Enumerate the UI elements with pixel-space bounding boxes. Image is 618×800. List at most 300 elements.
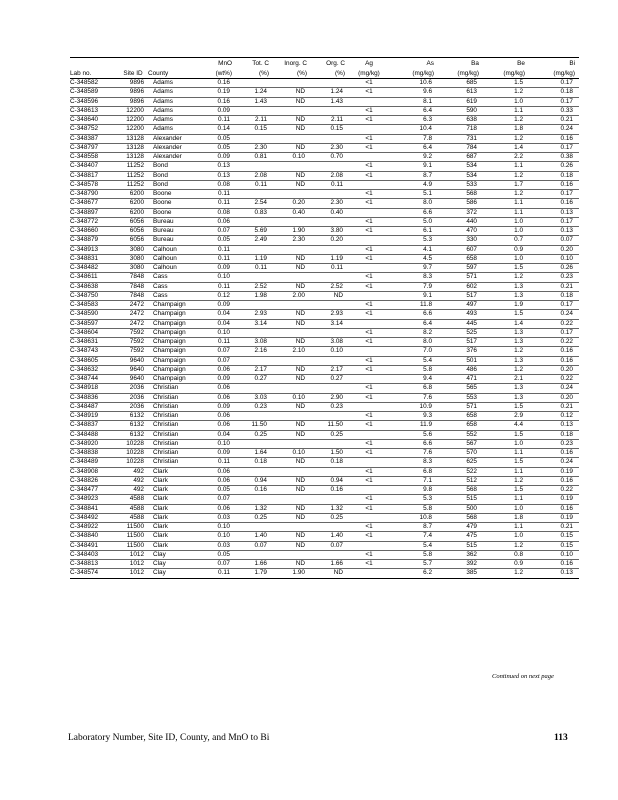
cell-ag: <1: [365, 328, 373, 336]
cell-mno: 0.13: [217, 162, 230, 170]
cell-ag: <1: [365, 393, 373, 401]
cell-bi: 0.19: [560, 513, 573, 521]
cell-as: 5.1: [423, 190, 432, 198]
cell-ba: 658: [466, 254, 477, 262]
cell-ba: 522: [466, 467, 477, 475]
cell-county: Adams: [153, 79, 173, 87]
cell-lab-no: C-348920: [70, 439, 99, 447]
data-table-container: [70, 57, 579, 579]
cell-ba: 497: [466, 301, 477, 309]
cell-county: Bond: [153, 162, 168, 170]
table-row: [70, 532, 579, 541]
cell-mno: 0.14: [217, 125, 230, 133]
cell-ba: 512: [466, 476, 477, 484]
cell-mno: 0.08: [217, 208, 230, 216]
cell-ag: <1: [365, 79, 373, 87]
cell-tot-c: 2.11: [255, 116, 267, 124]
cell-mno: 0.10: [217, 523, 230, 531]
cell-tot-c: [236, 467, 273, 476]
cell-county: Adams: [153, 88, 173, 96]
cell-inorg-c: [273, 412, 311, 421]
cell-org-c: 0.18: [330, 458, 343, 466]
cell-lab-no: C-348477: [70, 486, 99, 494]
cell-bi: 0.16: [560, 356, 573, 364]
cell-mno: 0.06: [217, 365, 230, 373]
table-row: [70, 449, 579, 458]
cell-site-id: 4588: [129, 504, 144, 512]
cell-as: 5.8: [423, 365, 432, 373]
cell-bi: 0.17: [560, 97, 573, 105]
cell-mno: 0.10: [217, 439, 230, 447]
cell-be: 2.1: [514, 375, 523, 383]
cell-org-c: [311, 328, 349, 337]
cell-ba: 515: [466, 495, 477, 503]
cell-ag: <1: [365, 439, 373, 447]
cell-site-id: 12200: [126, 106, 144, 114]
cell-mno: 0.05: [217, 486, 230, 494]
cell-inorg-c: [273, 134, 311, 143]
cell-site-id: 11500: [126, 541, 144, 549]
cell-ag: [349, 347, 389, 356]
cell-site-id: 7848: [129, 291, 144, 299]
cell-site-id: 492: [133, 476, 144, 484]
cell-be: 0.9: [514, 245, 523, 253]
cell-be: 1.0: [514, 504, 523, 512]
cell-lab-no: C-348913: [70, 245, 99, 253]
cell-org-c: 0.40: [330, 208, 343, 216]
cell-be: 1.3: [514, 282, 523, 290]
cell-mno: 0.05: [217, 134, 230, 142]
table-row: [70, 199, 579, 208]
cell-lab-no: C-348613: [70, 106, 99, 114]
cell-mno: 0.06: [217, 476, 230, 484]
cell-ag: [349, 236, 389, 245]
cell-site-id: 7592: [129, 328, 144, 336]
column-header-ag: Ag: [349, 58, 389, 69]
cell-org-c: 0.70: [330, 153, 343, 161]
cell-mno: 0.11: [218, 199, 230, 207]
table-row: [70, 523, 579, 532]
cell-tot-c: 2.16: [254, 347, 267, 355]
cell-inorg-c: [273, 106, 311, 115]
cell-inorg-c: [273, 523, 311, 532]
cell-as: 5.0: [423, 217, 432, 225]
cell-inorg-c: ND: [295, 254, 305, 262]
cell-county: Cass: [153, 291, 168, 299]
cell-be: 1.2: [514, 88, 523, 96]
cell-mno: 0.09: [217, 375, 230, 383]
cell-ba: 586: [466, 199, 477, 207]
cell-mno: 0.06: [217, 393, 230, 401]
cell-mno: 0.07: [217, 227, 230, 235]
table-row: [70, 347, 579, 356]
cell-mno: 0.11: [218, 282, 230, 290]
cell-inorg-c: [273, 467, 311, 476]
cell-inorg-c: 2.00: [292, 291, 305, 299]
table-row: [70, 180, 579, 189]
cell-tot-c: 0.16: [254, 486, 267, 494]
cell-tot-c: [236, 523, 273, 532]
cell-as: 4.9: [423, 180, 432, 188]
cell-as: 8.0: [423, 338, 432, 346]
column-header-as: As: [389, 58, 438, 69]
cell-ba: 784: [466, 143, 477, 151]
cell-ba: 687: [466, 153, 477, 161]
cell-site-id: 2472: [129, 319, 144, 327]
cell-site-id: 7592: [129, 338, 144, 346]
cell-ag: <1: [365, 384, 373, 392]
cell-county: Christian: [153, 384, 179, 392]
cell-bi: 0.18: [560, 88, 573, 96]
cell-org-c: [311, 134, 349, 143]
cell-county: Clark: [153, 541, 168, 549]
cell-inorg-c: [273, 439, 311, 448]
cell-ag: [349, 153, 389, 162]
cell-ba: 385: [466, 569, 477, 577]
cell-site-id: 492: [133, 467, 144, 475]
cell-ba: 517: [466, 291, 477, 299]
cell-inorg-c: 0.10: [292, 393, 305, 401]
cell-lab-no: C-348772: [70, 217, 99, 225]
cell-county: Calhoun: [153, 245, 177, 253]
cell-tot-c: 1.19: [254, 254, 267, 262]
cell-ba: 613: [466, 88, 477, 96]
cell-ba: 685: [466, 79, 477, 87]
cell-tot-c: 0.81: [254, 153, 267, 161]
table-row: [70, 495, 579, 504]
cell-inorg-c: ND: [295, 458, 305, 466]
cell-inorg-c: ND: [295, 375, 305, 383]
cell-ag: [349, 208, 389, 217]
cell-bi: 0.23: [560, 439, 573, 447]
cell-ag: [349, 180, 389, 189]
cell-ag: <1: [365, 254, 373, 262]
cell-tot-c: 2.52: [254, 282, 267, 290]
cell-county: Christian: [153, 393, 179, 401]
cell-tot-c: [236, 217, 273, 226]
cell-tot-c: 1.98: [254, 291, 267, 299]
cell-be: 1.4: [514, 143, 523, 151]
table-row: [70, 153, 579, 162]
cell-be: 1.2: [514, 273, 523, 281]
cell-bi: 0.13: [560, 569, 573, 577]
cell-ba: 471: [466, 375, 477, 383]
cell-mno: 0.06: [217, 384, 230, 392]
cell-as: 10.6: [419, 79, 432, 87]
cell-ba: 330: [466, 236, 477, 244]
cell-org-c: 1.40: [330, 532, 343, 540]
cell-tot-c: 3.08: [254, 338, 267, 346]
table-row: [70, 569, 579, 578]
cell-mno: 0.05: [217, 143, 230, 151]
cell-lab-no: C-348743: [70, 347, 99, 355]
cell-county: Champaign: [153, 328, 186, 336]
cell-as: 6.1: [423, 227, 432, 235]
column-header-be: Be: [483, 58, 529, 69]
cell-org-c: 1.66: [330, 560, 343, 568]
cell-be: 1.5: [514, 458, 523, 466]
cell-ba: 376: [466, 347, 477, 355]
cell-mno: 0.07: [217, 560, 230, 568]
cell-be: 1.2: [514, 190, 523, 198]
cell-be: 1.3: [514, 291, 523, 299]
cell-be: 2.2: [514, 153, 523, 161]
cell-inorg-c: 0.40: [292, 208, 305, 216]
cell-inorg-c: ND: [295, 504, 305, 512]
column-header-ba: Ba: [438, 58, 483, 69]
cell-ba: 552: [466, 430, 477, 438]
cell-county: Bureau: [153, 227, 174, 235]
cell-county: Clark: [153, 476, 168, 484]
cell-site-id: 6056: [129, 217, 144, 225]
cell-mno: 0.06: [217, 504, 230, 512]
cell-bi: 0.38: [560, 153, 573, 161]
cell-lab-no: C-348387: [70, 134, 99, 142]
cell-tot-c: [236, 412, 273, 421]
cell-lab-no: C-348589: [70, 88, 99, 96]
cell-be: 1.2: [514, 347, 523, 355]
cell-tot-c: [236, 245, 273, 254]
table-row: [70, 217, 579, 226]
table-row: [70, 171, 579, 180]
cell-inorg-c: ND: [295, 541, 305, 549]
cell-inorg-c: [273, 273, 311, 282]
cell-ag: <1: [365, 171, 373, 179]
cell-be: 1.1: [514, 199, 523, 207]
cell-bi: 0.16: [560, 449, 573, 457]
cell-bi: 0.17: [560, 190, 573, 198]
cell-mno: 0.11: [218, 190, 230, 198]
cell-county: Cass: [153, 273, 168, 281]
cell-bi: 0.19: [560, 467, 573, 475]
cell-county: Boone: [153, 208, 172, 216]
cell-lab-no: C-348813: [70, 560, 99, 568]
cell-org-c: 0.94: [330, 476, 343, 484]
cell-ba: 525: [466, 328, 477, 336]
cell-as: 7.0: [423, 347, 432, 355]
cell-lab-no: C-348605: [70, 356, 99, 364]
cell-be: 1.1: [514, 208, 523, 216]
cell-as: 7.6: [423, 449, 432, 457]
cell-ba: 392: [466, 560, 477, 568]
cell-as: 6.2: [423, 569, 432, 577]
cell-county: Clark: [153, 467, 168, 475]
cell-be: 1.5: [514, 79, 523, 87]
cell-as: 10.9: [419, 402, 432, 410]
cell-site-id: 492: [133, 486, 144, 494]
cell-bi: 0.15: [560, 541, 573, 549]
cell-mno: 0.07: [217, 347, 230, 355]
cell-as: 5.8: [423, 550, 432, 558]
column-header-site-id: Site ID: [118, 68, 148, 79]
cell-tot-c: 0.23: [254, 402, 267, 410]
cell-county: Adams: [153, 106, 173, 114]
cell-be: 0.8: [514, 550, 523, 558]
table-row: [70, 88, 579, 97]
column-header-lab-no: [70, 58, 118, 69]
cell-inorg-c: 1.90: [292, 569, 305, 577]
cell-ba: 568: [466, 513, 477, 521]
cell-ag: [349, 319, 389, 328]
cell-inorg-c: 1.90: [292, 227, 305, 235]
cell-inorg-c: [273, 162, 311, 171]
cell-tot-c: 1.66: [254, 560, 267, 568]
cell-site-id: 12200: [126, 116, 144, 124]
cell-lab-no: C-348797: [70, 143, 99, 151]
cell-lab-no: C-348677: [70, 199, 99, 207]
cell-as: 5.7: [423, 560, 432, 568]
cell-site-id: 6132: [129, 421, 144, 429]
cell-county: Champaign: [153, 347, 186, 355]
cell-site-id: 9896: [129, 97, 144, 105]
cell-mno: 0.12: [217, 291, 230, 299]
cell-inorg-c: ND: [295, 430, 305, 438]
cell-org-c: 0.10: [330, 347, 343, 355]
cell-ba: 553: [466, 393, 477, 401]
cell-mno: 0.13: [217, 171, 230, 179]
cell-inorg-c: [273, 495, 311, 504]
table-row: [70, 319, 579, 328]
cell-inorg-c: ND: [295, 421, 305, 429]
cell-be: 1.2: [514, 365, 523, 373]
cell-tot-c: 2.93: [254, 310, 267, 318]
cell-inorg-c: ND: [295, 319, 305, 327]
cell-org-c: [311, 356, 349, 365]
cell-inorg-c: [273, 328, 311, 337]
cell-lab-no: C-348596: [70, 97, 99, 105]
table-row: [70, 208, 579, 217]
cell-ag: [349, 402, 389, 411]
cell-inorg-c: ND: [295, 560, 305, 568]
cell-inorg-c: [273, 79, 311, 88]
cell-site-id: 1012: [129, 569, 144, 577]
cell-be: 1.2: [514, 171, 523, 179]
cell-county: Bond: [153, 171, 168, 179]
table-row: [70, 236, 579, 245]
cell-lab-no: C-348489: [70, 458, 99, 466]
cell-tot-c: 2.30: [254, 143, 267, 151]
cell-lab-no: C-348744: [70, 375, 99, 383]
cell-site-id: 9896: [129, 79, 144, 87]
cell-ba: 607: [466, 245, 477, 253]
cell-mno: 0.04: [217, 430, 230, 438]
cell-ag: [349, 486, 389, 495]
table-row: [70, 273, 579, 282]
cell-be: 4.4: [514, 421, 523, 429]
cell-org-c: ND: [333, 569, 343, 577]
cell-county: Christian: [153, 430, 179, 438]
cell-org-c: 0.15: [330, 125, 343, 133]
cell-bi: 0.22: [560, 486, 573, 494]
cell-county: Christian: [153, 449, 179, 457]
cell-bi: 0.15: [560, 532, 573, 540]
cell-ag: <1: [365, 356, 373, 364]
cell-lab-no: C-348838: [70, 449, 99, 457]
table-row: [70, 282, 579, 291]
cell-ag: [349, 513, 389, 522]
table-row: [70, 254, 579, 263]
cell-tot-c: [236, 301, 273, 310]
cell-lab-no: C-348492: [70, 513, 99, 521]
cell-bi: 0.17: [560, 79, 573, 87]
cell-as: 7.6: [423, 393, 432, 401]
cell-org-c: 2.17: [330, 365, 343, 373]
cell-bi: 0.07: [560, 236, 573, 244]
cell-as: 6.4: [423, 319, 432, 327]
cell-org-c: [311, 245, 349, 254]
cell-tot-c: 2.17: [254, 365, 267, 373]
cell-as: 9.8: [423, 486, 432, 494]
cell-tot-c: 1.64: [254, 449, 267, 457]
cell-as: 8.7: [423, 171, 432, 179]
cell-ba: 567: [466, 439, 477, 447]
cell-tot-c: 0.25: [254, 430, 267, 438]
cell-inorg-c: 2.30: [292, 236, 305, 244]
cell-ba: 534: [466, 171, 477, 179]
cell-county: Champaign: [153, 365, 186, 373]
cell-bi: 0.13: [560, 421, 573, 429]
cell-ba: 515: [466, 541, 477, 549]
cell-be: 1.2: [514, 569, 523, 577]
cell-ba: 568: [466, 190, 477, 198]
cell-bi: 0.16: [560, 347, 573, 355]
cell-lab-no: C-348604: [70, 328, 99, 336]
cell-as: 9.1: [423, 162, 432, 170]
cell-county: Clark: [153, 504, 168, 512]
cell-be: 0.9: [514, 560, 523, 568]
cell-org-c: [311, 190, 349, 199]
cell-mno: 0.06: [217, 421, 230, 429]
cell-as: 6.8: [423, 467, 432, 475]
column-header-as: (mg/kg): [389, 68, 438, 79]
cell-ba: 445: [466, 319, 477, 327]
table-row: [70, 467, 579, 476]
cell-lab-no: C-348574: [70, 569, 99, 577]
cell-org-c: 0.25: [330, 513, 343, 521]
cell-lab-no: C-348482: [70, 264, 99, 272]
table-row: [70, 328, 579, 337]
cell-inorg-c: [273, 301, 311, 310]
cell-site-id: 6056: [129, 236, 144, 244]
cell-ag: [349, 125, 389, 134]
cell-org-c: 1.50: [330, 449, 343, 457]
cell-site-id: 6132: [129, 430, 144, 438]
table-row: [70, 356, 579, 365]
cell-be: 1.9: [514, 301, 523, 309]
cell-as: 8.0: [423, 199, 432, 207]
cell-bi: 0.22: [560, 319, 573, 327]
cell-lab-no: C-348790: [70, 190, 99, 198]
cell-inorg-c: [273, 190, 311, 199]
cell-tot-c: 0.15: [254, 125, 267, 133]
cell-mno: 0.11: [218, 116, 230, 124]
cell-bi: 0.16: [560, 476, 573, 484]
cell-ag: <1: [365, 504, 373, 512]
cell-lab-no: C-348590: [70, 310, 99, 318]
cell-org-c: 3.08: [330, 338, 343, 346]
cell-mno: 0.09: [217, 402, 230, 410]
cell-site-id: 6200: [129, 190, 144, 198]
cell-bi: 0.24: [560, 310, 573, 318]
cell-ba: 718: [466, 125, 477, 133]
cell-inorg-c: ND: [295, 338, 305, 346]
cell-be: 2.9: [514, 412, 523, 420]
cell-ba: 517: [466, 338, 477, 346]
cell-as: 6.6: [423, 439, 432, 447]
cell-tot-c: [236, 495, 273, 504]
cell-inorg-c: ND: [295, 88, 305, 96]
cell-county: Bureau: [153, 236, 174, 244]
